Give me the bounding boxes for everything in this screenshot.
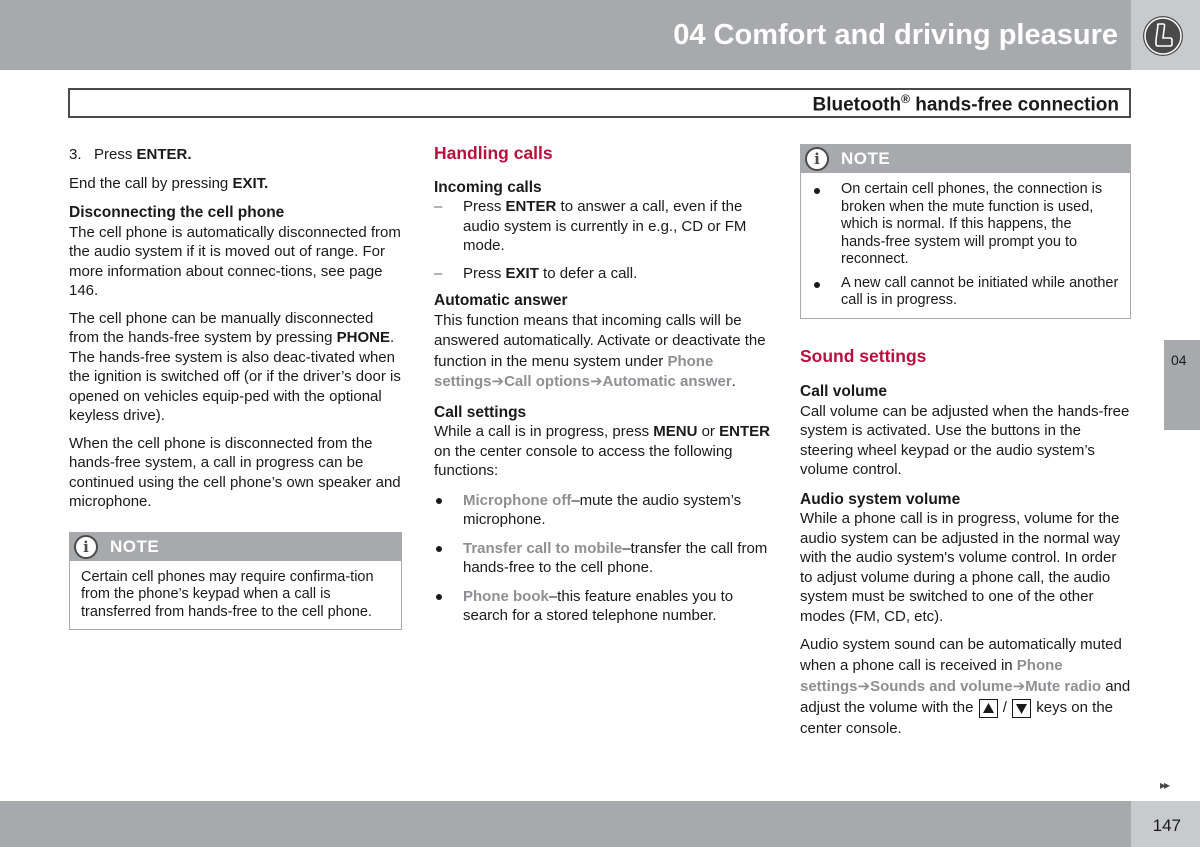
list-item: – Press ENTER to answer a call, even if the audio system is currently in e.g., CD or FM mode. [434,197,770,256]
note-text: Certain cell phones may require confirma-tion from the phone’s keypad when a call is transferred from hands-free to the cell phone. [81,568,374,620]
info-icon: i [805,147,829,171]
column-right [800,140,1131,747]
note-list [812,181,1119,310]
disconnect-heading: Disconnecting the cell phone [69,204,285,221]
incoming-calls-heading: Incoming calls [434,178,542,196]
list-item: – Press EXIT to defer a call. [434,264,770,284]
chapter-title: 04 Comfort and driving pleasure [673,19,1118,51]
up-arrow-key-icon [979,699,998,718]
list-item: On certain cell phones, the connection is broken when the mute function is used, which is normal. If this happens, the hands-free system will prompt you to reconnect. [812,181,1119,269]
info-icon: i [74,535,98,559]
note-box-right [800,144,1131,319]
list-item: Microphone off–mute the audio system’s microphone. [434,491,770,530]
audio-volume-heading: Audio system volume [800,490,961,508]
list-item: Phone book–this feature enables you to search for a stored telephone number. [434,587,770,626]
chapter-side-tab: 04 [1164,340,1200,430]
disconnect-paragraph-1: The cell phone is automatically disconnected from the audio system if it is moved out of range. For more information about connec-tions, see page 146. [69,223,401,299]
note-label: NOTE [110,536,160,556]
note-content [801,173,1130,318]
disconnect-paragraph-3: When the cell phone is disconnected from the hands-free system, a call in progress can be continued using the cell phone’s own speaker and microphone. [69,434,401,510]
note-header [801,145,1130,173]
page-number-box [1131,801,1200,847]
arrow-right-icon: ➔ [857,678,871,695]
list-item: Transfer call to mobile–transfer the call from hands-free to the cell phone. [434,539,770,578]
footer-band [0,801,1131,847]
page-number: 147 [1152,816,1181,835]
continue-arrows-icon: ▸▸ [1160,778,1169,792]
call-functions-list [434,491,770,626]
disconnect-paragraph-2: The cell phone can be manually disconnected from the hands-free system by pressing PHONE. The hands-free system is also deac-tivated when the ignition is switched off (or if the driver’s door is opened on vehicles equip-ped with the optional keyless drive). [69,309,401,424]
audio-volume-text: While a phone call is in progress, volume for the audio system can be adjusted in the normal way with the audio system's volume control. In order to adjust volume during a phone call, the audio system must be switched to one of the other modes (FM, CD, etc). [800,510,1121,625]
call-settings-text: While a call is in progress, press MENU or ENTER on the center console to access the following functions: [434,423,770,479]
incoming-calls-list [434,197,770,283]
handling-calls-heading: Handling calls [434,143,553,163]
section-title: Bluetooth® hands-free connection [812,92,1119,116]
section-title-bar [68,88,1131,118]
call-volume-heading: Call volume [800,383,887,400]
automatic-answer-heading: Automatic answer [434,292,568,309]
list-item: A new call cannot be initiated while another call is in progress. [812,275,1119,310]
call-settings-heading: Call settings [434,403,527,421]
sound-settings-heading: Sound settings [800,345,927,366]
arrow-right-icon: ➔ [1012,678,1026,695]
step-3: 3. Press ENTER. [69,146,192,163]
down-arrow-key-icon [1012,699,1031,718]
mute-text: Audio system sound can be automatically muted when a phone call is received in Phone settings➔Sounds and volume➔Mute radio and adjust the volume with the / keys on the center console. [800,636,1131,737]
note-header [70,533,401,561]
note-label: NOTE [841,149,891,168]
column-left [69,140,402,630]
seat-icon [1143,16,1183,56]
end-call-text: End the call by pressing EXIT. [69,174,269,192]
arrow-right-icon: ➔ [491,373,505,390]
call-volume-text: Call volume can be adjusted when the hands-free system is activated. Use the buttons in the steering wheel keypad or the audio system’s volume control. [800,402,1130,478]
column-middle [434,140,770,631]
automatic-answer-text: This function means that incoming calls will be answered automatically. Activate or deactivate the function in the menu system under Phone settings➔Call options➔Automatic answer. [434,311,766,390]
arrow-right-icon: ➔ [589,373,603,390]
note-box-left [69,532,402,631]
